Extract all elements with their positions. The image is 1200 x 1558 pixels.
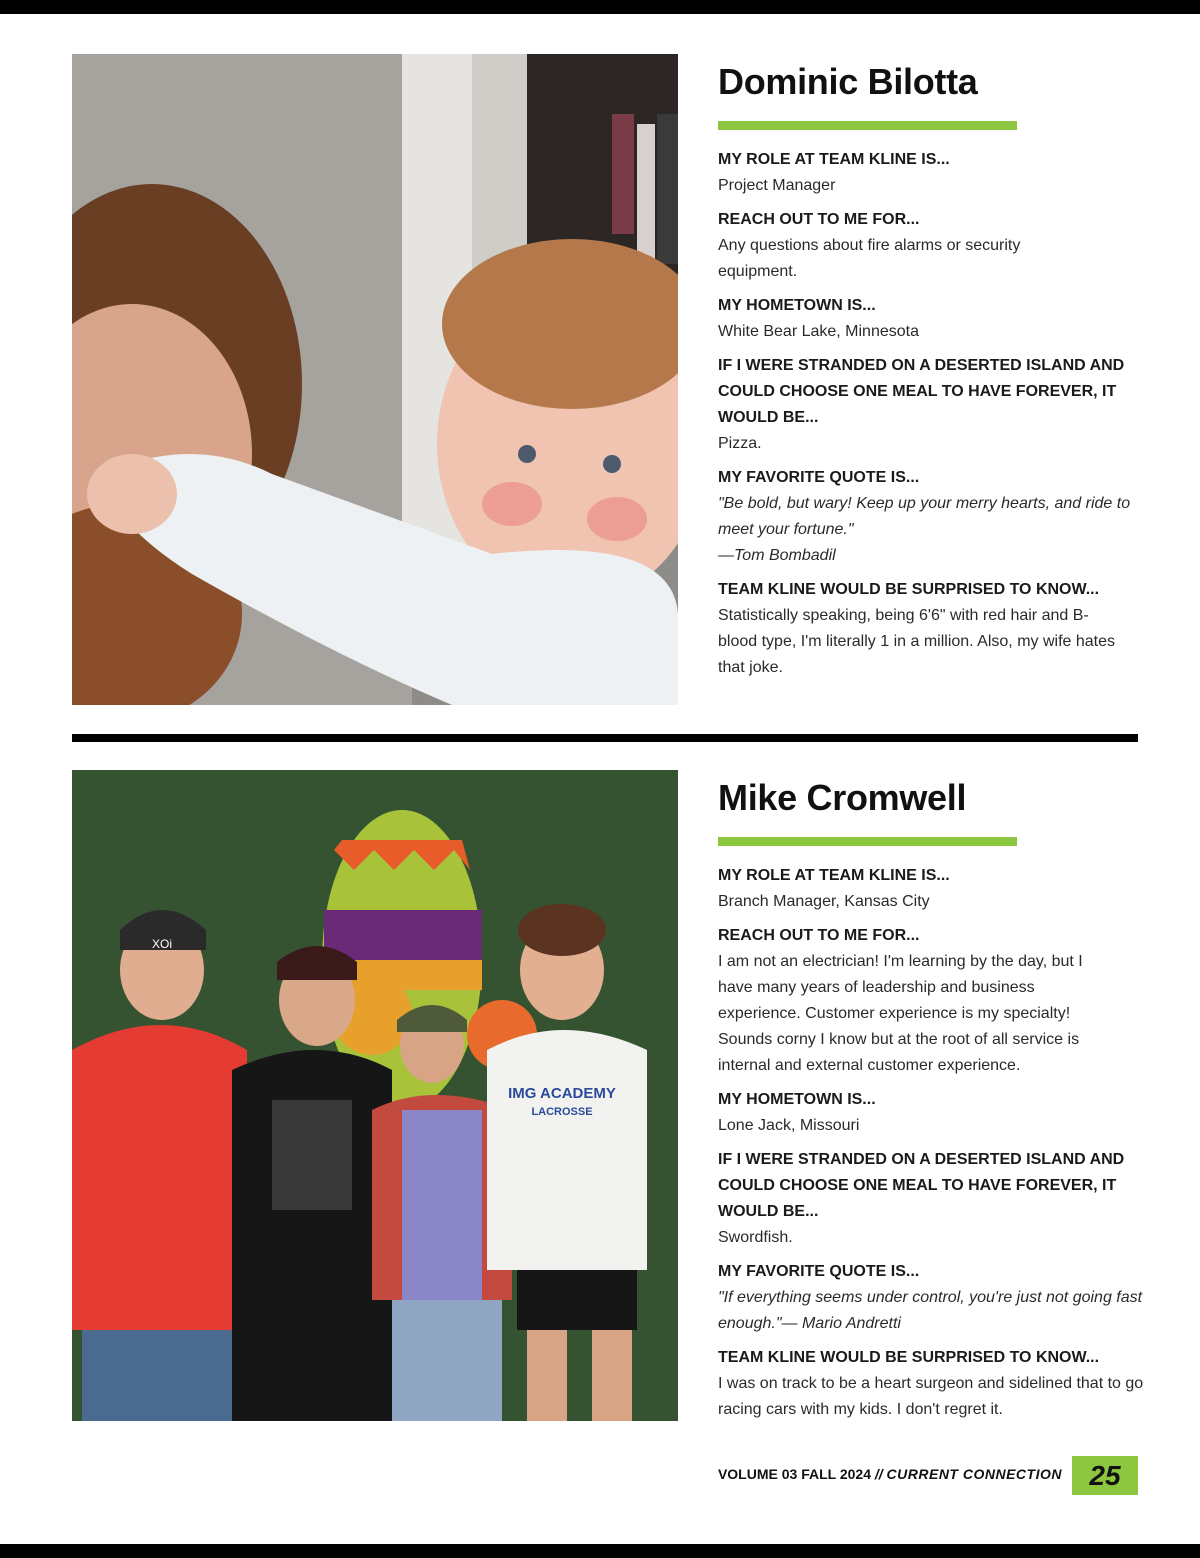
magazine-page bbox=[0, 14, 1200, 1544]
profile-photo-mike bbox=[72, 770, 678, 1421]
question-label: REACH OUT TO ME FOR... bbox=[718, 927, 920, 944]
question-label: IF I WERE STRANDED ON A DESERTED ISLAND AND COULD CHOOSE ONE MEAL TO HAVE FOREVER, IT WOULD BE... bbox=[718, 357, 1125, 426]
answer-text: White Bear Lake, Minnesota bbox=[718, 323, 919, 340]
qa-island bbox=[718, 1147, 1148, 1251]
photo-illustration bbox=[72, 770, 678, 1421]
accent-bar bbox=[718, 121, 1017, 130]
answer-text: Any questions about fire alarms or security equipment. bbox=[718, 237, 1021, 280]
question-label: MY HOMETOWN IS... bbox=[718, 297, 876, 314]
qa-hometown bbox=[718, 1087, 1148, 1139]
answer-text: Statistically speaking, being 6'6" with red hair and B- blood type, I'm literally 1 in a million. Also, my wife hates that joke. bbox=[718, 607, 1115, 676]
question-label: REACH OUT TO ME FOR... bbox=[718, 211, 920, 228]
question-label: MY ROLE AT TEAM KLINE IS... bbox=[718, 151, 950, 168]
accent-bar bbox=[718, 837, 1017, 846]
profile-mike bbox=[718, 776, 1148, 1431]
qa-quote bbox=[718, 465, 1148, 569]
qa-role bbox=[718, 863, 1148, 915]
question-label: MY FAVORITE QUOTE IS... bbox=[718, 1263, 920, 1280]
answer-text: Pizza. bbox=[718, 435, 762, 452]
footer-separator: // bbox=[874, 1466, 883, 1482]
answer-text: Project Manager bbox=[718, 177, 836, 194]
answer-text: Lone Jack, Missouri bbox=[718, 1117, 860, 1134]
page-footer bbox=[0, 1456, 1200, 1496]
qa-reach bbox=[718, 923, 1148, 1079]
question-label: MY HOMETOWN IS... bbox=[718, 1091, 876, 1108]
question-label: TEAM KLINE WOULD BE SURPRISED TO KNOW... bbox=[718, 581, 1100, 598]
qa-quote bbox=[718, 1259, 1148, 1337]
profile-name: Dominic Bilotta bbox=[718, 61, 978, 102]
footer-volume: VOLUME 03 bbox=[717, 1466, 798, 1482]
shirt-text-2: LACROSSE bbox=[531, 1106, 593, 1118]
footer-publication: CURRENT CONNECTION bbox=[886, 1466, 1062, 1482]
question-label: MY ROLE AT TEAM KLINE IS... bbox=[718, 867, 950, 884]
qa-surprise bbox=[718, 577, 1148, 681]
quote-text: "Be bold, but wary! Keep up your merry hearts, and ride to meet your fortune." bbox=[718, 495, 1131, 538]
section-divider bbox=[72, 734, 1138, 742]
qa-role bbox=[718, 147, 1148, 199]
quote-text: "If everything seems under control, you're just not going fast enough."— Mario Andretti bbox=[718, 1289, 1143, 1332]
footer-season: FALL 2024 bbox=[801, 1466, 871, 1482]
shirt-text: IMG ACADEMY bbox=[508, 1085, 616, 1102]
answer-text: I was on track to be a heart surgeon and sidelined that to go racing cars with my kids. I don't regret it. bbox=[718, 1375, 1144, 1418]
cap-logo-text: XOi bbox=[151, 937, 173, 951]
quote-author: —Tom Bombadil bbox=[718, 547, 836, 564]
footer-issue-info bbox=[718, 1464, 1062, 1484]
question-label: MY FAVORITE QUOTE IS... bbox=[718, 469, 920, 486]
page-number: 25 bbox=[1072, 1456, 1138, 1495]
profile-photo-dominic bbox=[72, 54, 678, 705]
qa-island bbox=[718, 353, 1148, 457]
answer-text: I am not an electrician! I'm learning by the day, but I have many years of leadership and business experience. Customer experience is my specialty! Sounds corny I know but at the root of all service is internal and external customer experience. bbox=[718, 953, 1083, 1074]
photo-illustration bbox=[72, 54, 678, 705]
profile-name: Mike Cromwell bbox=[718, 777, 967, 818]
answer-text: Swordfish. bbox=[718, 1229, 793, 1246]
profile-dominic bbox=[718, 60, 1148, 689]
question-label: IF I WERE STRANDED ON A DESERTED ISLAND AND COULD CHOOSE ONE MEAL TO HAVE FOREVER, IT WOULD BE... bbox=[718, 1151, 1125, 1220]
question-label: TEAM KLINE WOULD BE SURPRISED TO KNOW... bbox=[718, 1349, 1100, 1366]
qa-reach bbox=[718, 207, 1148, 285]
qa-surprise bbox=[718, 1345, 1148, 1423]
answer-text: Branch Manager, Kansas City bbox=[718, 893, 930, 910]
qa-hometown bbox=[718, 293, 1148, 345]
